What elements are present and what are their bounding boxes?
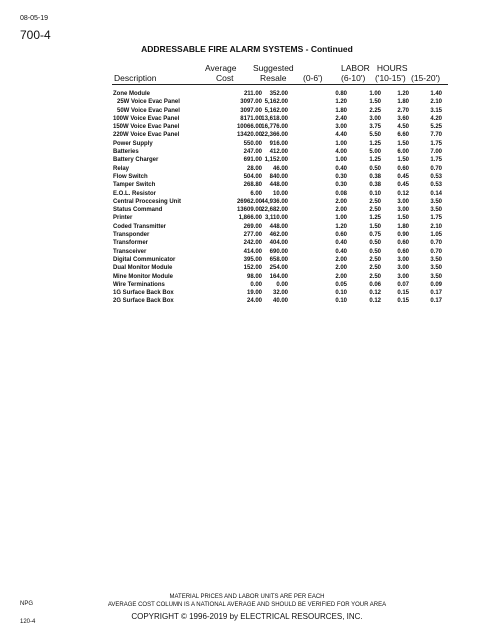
- row-labor-10-15: 4.50: [397, 124, 409, 131]
- row-labor-0-6: 1.00: [335, 140, 347, 147]
- row-labor-6-10: 1.25: [369, 215, 381, 222]
- table-row: [0, 273, 494, 281]
- row-suggested-resale: 1,152.00: [264, 157, 288, 164]
- row-labor-0-6: 0.80: [335, 91, 347, 97]
- row-labor-0-6: 0.30: [335, 173, 347, 180]
- row-labor-6-10: 0.50: [369, 240, 381, 247]
- row-labor-0-6: 2.00: [335, 256, 347, 263]
- row-labor-15-20: 2.10: [430, 223, 442, 230]
- header-average: Average: [205, 63, 237, 73]
- row-labor-6-10: 2.50: [369, 198, 381, 205]
- row-labor-10-15: 0.60: [397, 248, 409, 255]
- table-row: [0, 264, 494, 272]
- row-average-cost: 268.80: [243, 182, 262, 189]
- row-average-cost: 395.00: [243, 256, 262, 263]
- row-description: Status Command: [113, 207, 163, 214]
- table-row: [0, 165, 494, 173]
- header-divider: [112, 84, 448, 85]
- row-suggested-resale: 44,936.00: [261, 198, 288, 205]
- row-average-cost: 504.00: [243, 173, 262, 180]
- row-average-cost: 6.00: [250, 190, 262, 197]
- page-title: ADDRESSABLE FIRE ALARM SYSTEMS - Continued: [141, 44, 353, 54]
- row-labor-15-20: 7.00: [430, 149, 442, 156]
- header-cost: Cost: [216, 73, 234, 83]
- row-labor-0-6: 0.60: [335, 232, 347, 239]
- row-suggested-resale: 46.00: [272, 165, 288, 172]
- row-average-cost: 13420.00: [236, 132, 262, 139]
- footer-note-national-average: AVERAGE COST COLUMN IS A NATIONAL AVERAGE AND SHOULD BE VERIFIED FOR YOUR AREA: [107, 602, 387, 608]
- price-table: [0, 90, 494, 306]
- footer-note-per-each: MATERIAL PRICES AND LABOR UNITS ARE PER EACH: [169, 594, 325, 600]
- row-labor-0-6: 0.10: [335, 290, 347, 297]
- table-row: [0, 115, 494, 123]
- row-suggested-resale: 254.00: [269, 265, 288, 272]
- header-range-15-20: (15-20'): [411, 73, 441, 83]
- row-labor-15-20: 1.75: [430, 215, 442, 222]
- row-suggested-resale: 164.00: [269, 273, 288, 280]
- table-row: [0, 256, 494, 264]
- header-suggested: Suggested: [253, 63, 294, 73]
- row-labor-0-6: 2.00: [335, 198, 347, 205]
- row-description: Wire Terminations: [113, 281, 165, 288]
- row-description: Dual Monitor Module: [113, 265, 173, 272]
- row-average-cost: 550.00: [243, 140, 262, 147]
- row-labor-10-15: 3.00: [397, 256, 409, 263]
- row-description: Central Proccesing Unit: [113, 198, 182, 205]
- row-average-cost: 269.00: [243, 223, 262, 230]
- row-labor-15-20: 0.14: [430, 190, 442, 197]
- row-suggested-resale: 690.00: [269, 248, 288, 255]
- row-labor-10-15: 0.45: [397, 173, 409, 180]
- row-labor-15-20: 7.70: [430, 132, 442, 139]
- table-row: [0, 107, 494, 115]
- row-labor-0-6: 0.30: [335, 182, 347, 189]
- table-row: [0, 148, 494, 156]
- table-row: [0, 198, 494, 206]
- row-labor-0-6: 2.00: [335, 273, 347, 280]
- row-labor-15-20: 4.20: [430, 115, 442, 122]
- header-range-0-6: (0-6'): [303, 73, 323, 83]
- row-average-cost: 414.00: [243, 248, 262, 255]
- table-row: [0, 90, 494, 98]
- row-labor-0-6: 1.20: [335, 99, 347, 106]
- row-average-cost: 211.00: [243, 91, 262, 97]
- row-suggested-resale: 412.00: [269, 149, 288, 156]
- row-labor-10-15: 0.12: [397, 190, 409, 197]
- row-labor-0-6: 0.05: [335, 281, 347, 288]
- row-labor-15-20: 3.50: [430, 265, 442, 272]
- row-description: 25W Voice Evac Panel: [117, 99, 180, 106]
- row-average-cost: 98.00: [246, 273, 262, 280]
- row-labor-10-15: 1.20: [397, 91, 409, 97]
- row-labor-6-10: 0.50: [369, 248, 381, 255]
- row-labor-15-20: 0.70: [430, 240, 442, 247]
- row-labor-10-15: 0.15: [397, 290, 409, 297]
- row-labor-6-10: 5.50: [369, 132, 381, 139]
- row-labor-10-15: 1.80: [397, 223, 409, 230]
- row-labor-10-15: 3.00: [397, 265, 409, 272]
- row-labor-0-6: 2.40: [335, 115, 347, 122]
- row-labor-15-20: 0.53: [430, 182, 442, 189]
- row-labor-15-20: 0.70: [430, 165, 442, 172]
- row-labor-15-20: 1.75: [430, 140, 442, 147]
- row-labor-15-20: 1.75: [430, 157, 442, 164]
- table-row: [0, 248, 494, 256]
- page-code: 700-4: [20, 28, 51, 42]
- row-description: Battery Charger: [113, 157, 159, 164]
- row-labor-6-10: 0.06: [369, 281, 381, 288]
- row-labor-10-15: 3.00: [397, 198, 409, 205]
- footer-npg: NPG: [20, 601, 34, 607]
- row-labor-10-15: 0.07: [397, 281, 409, 288]
- header-description: Description: [114, 73, 157, 83]
- table-row: [0, 190, 494, 198]
- row-labor-0-6: 0.40: [335, 240, 347, 247]
- row-description: 1G Surface Back Box: [113, 290, 174, 297]
- row-description: Digital Communicator: [113, 256, 176, 263]
- row-labor-6-10: 0.12: [369, 290, 381, 297]
- row-suggested-resale: 16,776.00: [261, 124, 288, 131]
- row-labor-0-6: 0.40: [335, 248, 347, 255]
- row-suggested-resale: 448.00: [269, 182, 288, 189]
- table-row: [0, 131, 494, 139]
- row-labor-6-10: 0.38: [369, 182, 381, 189]
- row-labor-10-15: 0.15: [397, 298, 409, 305]
- row-labor-0-6: 1.80: [335, 107, 347, 114]
- row-suggested-resale: 13,618.00: [261, 115, 288, 122]
- row-labor-6-10: 1.50: [369, 223, 381, 230]
- row-labor-15-20: 0.17: [430, 290, 442, 297]
- row-labor-0-6: 1.00: [335, 215, 347, 222]
- row-labor-6-10: 2.50: [369, 265, 381, 272]
- table-row: [0, 181, 494, 189]
- row-labor-15-20: 3.50: [430, 273, 442, 280]
- row-average-cost: 13609.00: [236, 207, 262, 214]
- row-description: Batteries: [113, 149, 139, 156]
- row-description: 2G Surface Back Box: [113, 298, 174, 305]
- row-labor-15-20: 2.10: [430, 99, 442, 106]
- row-average-cost: 10066.00: [236, 124, 262, 131]
- row-description: Printer: [113, 215, 133, 222]
- row-suggested-resale: 32.00: [272, 290, 288, 297]
- row-labor-15-20: 0.53: [430, 173, 442, 180]
- table-row: [0, 206, 494, 214]
- row-labor-15-20: 3.15: [430, 107, 442, 114]
- row-labor-6-10: 2.50: [369, 256, 381, 263]
- row-labor-6-10: 3.00: [369, 115, 381, 122]
- row-labor-10-15: 6.00: [397, 149, 409, 156]
- row-average-cost: 19.00: [246, 290, 262, 297]
- row-labor-0-6: 1.20: [335, 223, 347, 230]
- row-description: Zone Module: [113, 91, 150, 97]
- row-suggested-resale: 462.00: [269, 232, 288, 239]
- row-suggested-resale: 352.00: [269, 91, 288, 97]
- row-average-cost: 26962.00: [236, 198, 262, 205]
- header-resale: Resale: [260, 73, 287, 83]
- row-labor-15-20: 3.50: [430, 207, 442, 214]
- row-description: Transformer: [113, 240, 149, 247]
- row-labor-15-20: 3.50: [430, 198, 442, 205]
- table-row: [0, 98, 494, 106]
- row-suggested-resale: 3,110.00: [264, 215, 288, 222]
- row-average-cost: 1,866.00: [238, 215, 262, 222]
- row-labor-10-15: 2.70: [397, 107, 409, 114]
- row-labor-6-10: 0.10: [369, 190, 381, 197]
- row-labor-15-20: 0.09: [430, 281, 442, 288]
- row-average-cost: 24.00: [246, 298, 262, 305]
- row-labor-6-10: 0.50: [369, 165, 381, 172]
- footer-page-number: 120-4: [20, 619, 36, 625]
- row-description: E.O.L. Resistor: [113, 190, 157, 197]
- row-labor-0-6: 0.08: [335, 190, 347, 197]
- row-labor-15-20: 1.40: [430, 91, 442, 97]
- row-labor-6-10: 1.00: [369, 91, 381, 97]
- table-row: [0, 231, 494, 239]
- row-labor-15-20: 0.17: [430, 298, 442, 305]
- row-labor-10-15: 0.60: [397, 240, 409, 247]
- row-suggested-resale: 0.00: [276, 281, 288, 288]
- table-row: [0, 173, 494, 181]
- table-row: [0, 281, 494, 289]
- row-labor-0-6: 3.00: [335, 124, 347, 131]
- row-description: Mine Monitor Module: [113, 273, 173, 280]
- table-row: [0, 214, 494, 222]
- row-labor-6-10: 2.50: [369, 207, 381, 214]
- row-average-cost: 152.00: [243, 265, 262, 272]
- row-average-cost: 691.00: [243, 157, 262, 164]
- row-labor-6-10: 0.38: [369, 173, 381, 180]
- row-labor-15-20: 3.50: [430, 256, 442, 263]
- row-labor-6-10: 1.25: [369, 140, 381, 147]
- table-row: [0, 223, 494, 231]
- row-average-cost: 8171.00: [240, 115, 262, 122]
- row-average-cost: 247.00: [243, 149, 262, 156]
- row-description: Transponder: [113, 232, 150, 239]
- row-labor-10-15: 6.60: [397, 132, 409, 139]
- row-average-cost: 242.00: [243, 240, 262, 247]
- header-range-10-15: ('10-15'): [375, 73, 406, 83]
- row-labor-10-15: 0.45: [397, 182, 409, 189]
- row-labor-10-15: 3.00: [397, 273, 409, 280]
- row-labor-15-20: 5.25: [430, 124, 442, 131]
- table-row: [0, 289, 494, 297]
- row-labor-6-10: 1.50: [369, 99, 381, 106]
- row-labor-10-15: 1.80: [397, 99, 409, 106]
- row-suggested-resale: 658.00: [269, 256, 288, 263]
- row-labor-10-15: 3.60: [397, 115, 409, 122]
- date-stamp: 08-05-19: [20, 15, 49, 22]
- row-suggested-resale: 5,162.00: [264, 99, 288, 106]
- table-row: [0, 239, 494, 247]
- row-description: Transceiver: [113, 248, 147, 255]
- row-description: Relay: [113, 165, 130, 172]
- row-labor-10-15: 1.50: [397, 215, 409, 222]
- header-range-6-10: (6-10'): [341, 73, 366, 83]
- row-description: Flow Switch: [113, 173, 148, 180]
- row-labor-0-6: 0.10: [335, 298, 347, 305]
- table-row: [0, 297, 494, 305]
- row-labor-0-6: 0.40: [335, 165, 347, 172]
- row-description: 50W Voice Evac Panel: [117, 107, 180, 114]
- row-labor-10-15: 1.50: [397, 140, 409, 147]
- table-row: [0, 140, 494, 148]
- row-labor-6-10: 2.25: [369, 107, 381, 114]
- row-description: Power Supply: [113, 140, 153, 147]
- row-average-cost: 0.00: [250, 281, 262, 288]
- row-labor-6-10: 1.25: [369, 157, 381, 164]
- row-labor-6-10: 0.12: [369, 298, 381, 305]
- row-labor-10-15: 1.50: [397, 157, 409, 164]
- row-average-cost: 277.00: [243, 232, 262, 239]
- row-description: 100W Voice Evac Panel: [113, 115, 180, 122]
- row-suggested-resale: 404.00: [269, 240, 288, 247]
- row-suggested-resale: 5,162.00: [264, 107, 288, 114]
- row-suggested-resale: 916.00: [269, 140, 288, 147]
- row-labor-0-6: 2.00: [335, 265, 347, 272]
- row-labor-10-15: 0.60: [397, 165, 409, 172]
- row-suggested-resale: 22,366.00: [261, 132, 288, 139]
- row-labor-0-6: 1.00: [335, 157, 347, 164]
- row-labor-10-15: 0.90: [397, 232, 409, 239]
- header-labor-hours: LABOR HOURS: [341, 63, 408, 73]
- row-labor-0-6: 2.00: [335, 207, 347, 214]
- row-average-cost: 28.00: [246, 165, 262, 172]
- row-labor-6-10: 2.50: [369, 273, 381, 280]
- row-description: 220W Voice Evac Panel: [113, 132, 180, 139]
- row-description: Tamper Switch: [113, 182, 156, 189]
- row-labor-10-15: 3.00: [397, 207, 409, 214]
- row-labor-15-20: 1.05: [430, 232, 442, 239]
- row-average-cost: 3097.00: [240, 99, 262, 106]
- row-labor-6-10: 3.75: [369, 124, 381, 131]
- table-row: [0, 156, 494, 164]
- row-suggested-resale: 40.00: [272, 298, 288, 305]
- row-suggested-resale: 22,682.00: [261, 207, 288, 214]
- table-row: [0, 123, 494, 131]
- row-labor-15-20: 0.70: [430, 248, 442, 255]
- row-average-cost: 3097.00: [240, 107, 262, 114]
- row-suggested-resale: 448.00: [269, 223, 288, 230]
- row-labor-0-6: 4.00: [335, 149, 347, 156]
- row-labor-6-10: 0.75: [369, 232, 381, 239]
- row-description: Coded Transmitter: [113, 223, 167, 230]
- row-description: 150W Voice Evac Panel: [113, 124, 180, 131]
- row-labor-6-10: 5.00: [369, 149, 381, 156]
- row-suggested-resale: 10.00: [272, 190, 288, 197]
- footer-copyright: COPYRIGHT © 1996-2019 by ELECTRICAL RESOURCES, INC.: [131, 612, 363, 621]
- row-suggested-resale: 840.00: [269, 173, 288, 180]
- row-labor-0-6: 4.40: [335, 132, 347, 139]
